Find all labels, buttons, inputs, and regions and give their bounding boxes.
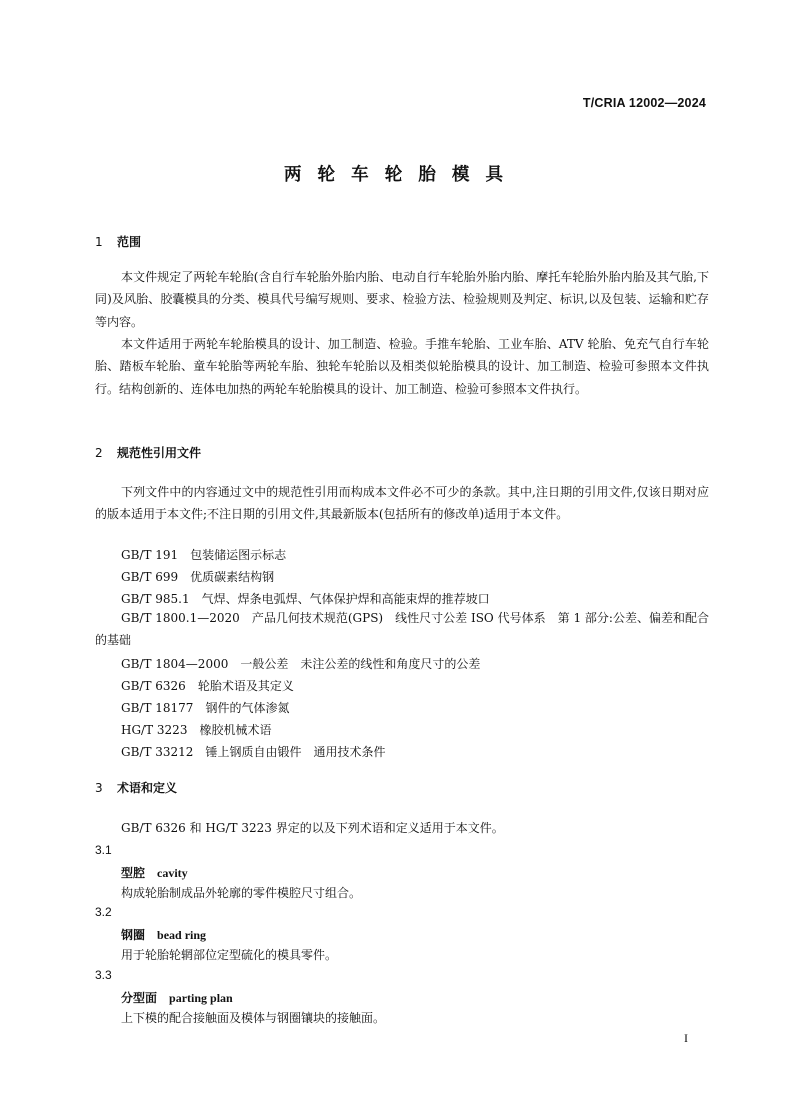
term-definition: 构成轮胎制成品外轮廓的零件模腔尺寸组合。 [121, 886, 362, 900]
reference-code: GB/T 18177 [121, 701, 194, 715]
term-en: cavity [157, 866, 188, 880]
reference-title: 优质碳素结构钢 [190, 570, 275, 584]
reference-item [95, 607, 709, 652]
section-heading-scope [95, 233, 141, 250]
reference-title: 一般公差 未注公差的线性和角度尺寸的公差 [240, 657, 481, 671]
scope-paragraph-1: 本文件规定了两轮车轮胎(含自行车轮胎外胎内胎、电动自行车轮胎外胎内胎、摩托车轮胎外胎内胎及其气胎,下同)及风胎、胶囊模具的分类、模具代号编写规则、要求、检验方法、检验规则及判定、标识,以及包装、运输和贮存等内容。 [95, 270, 709, 329]
reference-code: GB/T 33212 [121, 745, 194, 759]
document-title: 两 轮 车 轮 胎 模 具 [283, 165, 509, 185]
reference-title: 包装储运图示标志 [190, 548, 287, 562]
reference-title: 产品几何技术规范(GPS) 线性尺寸公差 ISO 代号体系 第 1 部分:公差、偏差和配合的基础 [95, 611, 710, 648]
term-number: 3.2 [95, 905, 112, 919]
reference-title: 轮胎术语及其定义 [197, 679, 294, 693]
term-en: parting plan [169, 991, 233, 1005]
section-number: 3 [95, 781, 103, 795]
reference-item [121, 700, 289, 716]
term-entry [121, 989, 233, 1006]
reference-code: GB/T 1804—2000 [121, 657, 229, 671]
section-title: 术语和定义 [117, 781, 178, 795]
term-entry [121, 926, 206, 943]
reference-code: GB/T 1800.1—2020 [121, 611, 240, 625]
term-number: 3.3 [95, 968, 112, 982]
reference-code: GB/T 6326 [121, 679, 186, 693]
reference-item [121, 678, 294, 694]
reference-code: GB/T 985.1 [121, 592, 190, 606]
scope-paragraph-2: 本文件适用于两轮车轮胎模具的设计、加工制造、检验。手推车轮胎、工业车胎、ATV 轮胎、免充气自行车轮胎、踏板车轮胎、童车轮胎等两轮车胎、独轮车轮胎以及相类似轮胎模具的设计、加工制造、检验可参照本文件执行。结构创新的、连体电加热的两轮车轮胎模具的设计、加工制造、检验可参照本文件执行。 [95, 337, 709, 396]
section-title: 范围 [117, 235, 142, 249]
reference-title: 气焊、焊条电弧焊、气体保护焊和高能束焊的推荐坡口 [201, 592, 490, 606]
term-cn: 型腔 [121, 866, 146, 880]
reference-title: 锤上钢质自由锻件 通用技术条件 [205, 745, 386, 759]
reference-code: GB/T 191 [121, 548, 179, 562]
term-entry [121, 864, 188, 881]
reference-item [121, 744, 385, 760]
reference-item [121, 569, 274, 585]
reference-code: GB/T 699 [121, 570, 179, 584]
term-definition: 用于轮胎轮辋部位定型硫化的模具零件。 [121, 948, 338, 962]
term-cn: 钢圈 [121, 928, 146, 942]
section-heading-terms [95, 779, 177, 796]
section-heading-normative [95, 444, 201, 461]
reference-code: HG/T 3223 [121, 723, 188, 737]
reference-item [121, 591, 490, 607]
section-title: 规范性引用文件 [117, 446, 202, 460]
reference-title: 钢件的气体渗氮 [205, 701, 290, 715]
reference-item [121, 722, 271, 738]
terms-intro: GB/T 6326 和 HG/T 3223 界定的以及下列术语和定义适用于本文件。 [121, 821, 504, 835]
normative-intro: 下列文件中的内容通过文中的规范性引用而构成本文件必不可少的条款。其中,注日期的引用文件,仅该日期对应的版本适用于本文件;不注日期的引用文件,其最新版本(包括所有的修改单)适用于本文件。 [95, 485, 709, 522]
term-en: bead ring [157, 928, 207, 942]
reference-item [121, 656, 480, 672]
term-definition: 上下模的配合接触面及模体与钢圈镶块的接触面。 [121, 1011, 386, 1025]
section-number: 2 [95, 446, 103, 460]
reference-item [121, 547, 286, 563]
term-cn: 分型面 [121, 991, 158, 1005]
term-number: 3.1 [95, 843, 112, 857]
page-number: I [684, 1031, 688, 1045]
reference-title: 橡胶机械术语 [199, 723, 272, 737]
standard-code: T/CRIA 12002—2024 [582, 96, 706, 110]
section-number: 1 [95, 235, 103, 249]
